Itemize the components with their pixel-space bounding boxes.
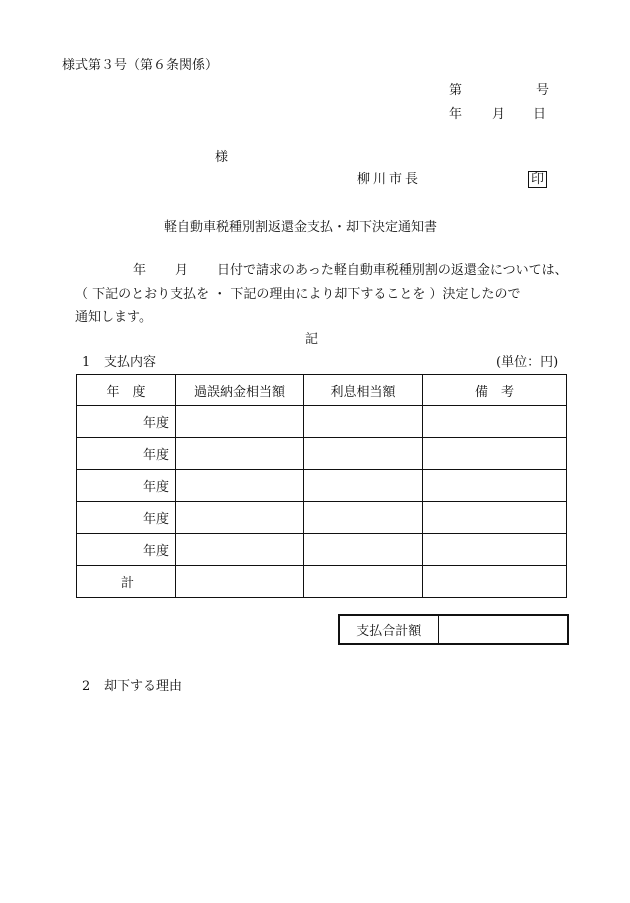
date-year-label: 年	[449, 107, 463, 122]
header-fiscal-year: 年 度	[77, 375, 176, 406]
total-interest-cell[interactable]	[304, 566, 423, 598]
row-year-cell: 年度	[77, 438, 176, 470]
row-remarks-cell[interactable]	[423, 438, 567, 470]
total-overpayment-cell[interactable]	[176, 566, 304, 598]
payment-total-box	[338, 614, 569, 645]
document-number-prefix: 第	[449, 83, 463, 98]
row-overpayment-cell[interactable]	[176, 470, 304, 502]
row-overpayment-cell[interactable]	[176, 534, 304, 566]
row-overpayment-cell[interactable]	[176, 502, 304, 534]
header-remarks: 備 考	[423, 375, 567, 406]
payment-total-value-cell[interactable]	[438, 615, 568, 644]
row-year-cell: 年度	[77, 502, 176, 534]
ki-heading: 記	[305, 332, 319, 347]
document-title: 軽自動車税種別割返還金支払・却下決定通知書	[164, 220, 438, 235]
row-year-cell: 年度	[77, 406, 176, 438]
row-interest-cell[interactable]	[304, 502, 423, 534]
table-row	[77, 406, 567, 438]
addressee-suffix: 様	[215, 150, 229, 165]
body-line-2: （ 下記のとおり支払を ・ 下記の理由により却下することを ）決定したので	[75, 287, 521, 302]
table-row	[77, 534, 567, 566]
section1-number: 1	[82, 355, 91, 370]
row-remarks-cell[interactable]	[423, 470, 567, 502]
header-overpayment-amount: 過誤納金相当額	[176, 375, 304, 406]
body-year-label: 年	[133, 263, 147, 278]
date-day-label: 日	[533, 107, 547, 122]
document-number-suffix: 号	[536, 83, 550, 98]
section2-title: 却下する理由	[104, 679, 183, 694]
row-interest-cell[interactable]	[304, 470, 423, 502]
row-year-cell: 年度	[77, 534, 176, 566]
date-month-label: 月	[492, 107, 506, 122]
row-interest-cell[interactable]	[304, 534, 423, 566]
row-remarks-cell[interactable]	[423, 406, 567, 438]
row-year-cell: 年度	[77, 470, 176, 502]
payment-total-label: 支払合計額	[339, 615, 438, 644]
seal-mark: 印	[528, 171, 547, 188]
row-interest-cell[interactable]	[304, 406, 423, 438]
form-number: 様式第３号（第６条関係）	[62, 58, 219, 73]
body-month-label: 月	[175, 263, 189, 278]
total-label-cell: 計	[77, 566, 176, 598]
total-remarks-cell[interactable]	[423, 566, 567, 598]
row-remarks-cell[interactable]	[423, 534, 567, 566]
table-header-row	[77, 375, 567, 406]
body-line-3: 通知します。	[75, 310, 152, 325]
payment-table	[76, 374, 567, 598]
section1-title: 支払内容	[104, 355, 157, 370]
row-overpayment-cell[interactable]	[176, 438, 304, 470]
unit-label: (単位：円)	[496, 355, 559, 370]
row-remarks-cell[interactable]	[423, 502, 567, 534]
table-row	[77, 502, 567, 534]
row-interest-cell[interactable]	[304, 438, 423, 470]
row-overpayment-cell[interactable]	[176, 406, 304, 438]
section2-number: 2	[82, 679, 91, 694]
header-interest-amount: 利息相当額	[304, 375, 423, 406]
table-row	[77, 438, 567, 470]
body-line-1: 日付で請求のあった軽自動車税種別割の返還金については、	[217, 263, 568, 278]
table-row	[77, 470, 567, 502]
table-total-row	[77, 566, 567, 598]
issuer-name: 柳川市長	[357, 172, 422, 187]
